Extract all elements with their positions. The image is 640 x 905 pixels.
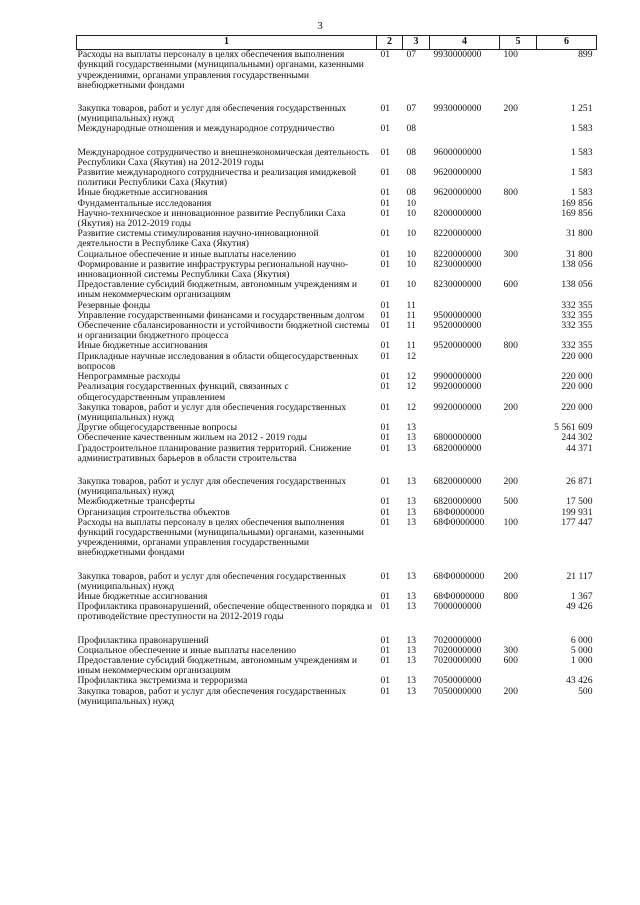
row-amount: 49 426 (566, 601, 593, 613)
row-expense-type-code (500, 229, 537, 249)
row-expense-type-code (500, 168, 537, 188)
row-expense-type-code (500, 602, 537, 622)
row-amount: 43 426 (566, 675, 593, 687)
row-description: Расходы на выплаты персоналу в целях обеспечения выполнения функций государственными (муниципальными) органами, казенными учреждениями, органами управления государственными внебюджетными фондами (77, 49, 364, 91)
row-amount: 177 447 (561, 516, 593, 528)
row-section-code: 01 (380, 197, 391, 209)
row-target-article-code: 9930000000 (433, 49, 482, 61)
row-section-code: 01 (380, 258, 391, 270)
row-description: Закупка товаров, работ и услуг для обеспечения государственных (муниципальных) нужд (77, 103, 347, 125)
row-amount: 169 856 (561, 207, 593, 219)
row-target-article-code: 8230000000 (433, 258, 482, 270)
row-description: Прикладные научные исследования в области общегосударственных вопросов (77, 350, 359, 372)
row-subsection-code: 13 (406, 634, 417, 646)
table-row (77, 477, 597, 497)
row-amount: 1 367 (570, 590, 593, 602)
row-target-article-code: 7020000000 (433, 654, 482, 666)
row-amount: 138 056 (561, 279, 593, 291)
row-description: Другие общегосударственные вопросы (77, 422, 238, 434)
row-section-code: 01 (380, 371, 391, 383)
row-subsection-code: 13 (406, 432, 417, 444)
row-spacer (77, 623, 597, 636)
row-amount: 332 355 (561, 299, 593, 311)
row-target-article-code: 9930000000 (433, 103, 482, 115)
row-description: Закупка товаров, работ и услуг для обеспечения государственных (муниципальных) нужд (77, 475, 347, 498)
row-amount: 21 117 (566, 570, 593, 582)
row-target-article-code: 68Ф0000000 (433, 590, 485, 602)
row-target-article-code: 7000000000 (433, 601, 482, 613)
row-subsection-code: 07 (406, 103, 417, 115)
row-subsection-code: 07 (406, 49, 417, 61)
row-spacer (77, 135, 597, 148)
table-row (77, 280, 597, 300)
row-amount: 220 000 (561, 381, 593, 393)
row-description: Научно-техническое и инновационное развитие Республики Саха (Якутия) на 2012-2019 годы (77, 207, 346, 230)
row-expense-type-code (500, 382, 537, 402)
row-description: Непрограммные расходы (77, 371, 181, 383)
row-target-article-code: 8220000000 (433, 248, 482, 260)
table-row (77, 260, 597, 280)
row-expense-type-code (500, 433, 537, 443)
row-amount: 332 355 (561, 309, 593, 321)
table-row (77, 656, 597, 676)
row-target-article-code: 8220000000 (433, 228, 482, 240)
row-section-code: 01 (380, 146, 391, 158)
row-subsection-code: 10 (406, 197, 417, 209)
row-subsection-code: 10 (406, 228, 417, 240)
row-description: Резервные фонды (77, 299, 151, 311)
row-section-code: 01 (380, 167, 391, 179)
row-description: Формирование и развитие инфраструктуры региональной научно-инновационной системы Республики Саха (Якутия) (77, 258, 349, 281)
row-section-code: 01 (380, 506, 391, 518)
row-section-code: 01 (380, 299, 391, 311)
table-row (77, 518, 597, 559)
row-section-code: 01 (380, 103, 391, 115)
table-row (77, 229, 597, 249)
row-section-code: 01 (380, 49, 391, 61)
row-subsection-code: 12 (406, 381, 417, 393)
row-section-code: 01 (380, 350, 391, 362)
row-target-article-code: 9500000000 (433, 309, 482, 321)
table-row (77, 104, 597, 124)
row-description: Социальное обеспечение и иные выплаты населению (77, 644, 296, 656)
row-amount: 1 251 (570, 103, 593, 115)
row-description: Международные отношения и международное сотрудничество (77, 123, 335, 135)
table-row (77, 403, 597, 423)
row-expense-type-code: 100 (503, 516, 518, 528)
row-amount: 220 000 (561, 371, 593, 383)
header-cell-2: 2 (377, 36, 403, 50)
row-subsection-code: 10 (406, 248, 417, 260)
table-row (77, 444, 597, 464)
row-section-code: 01 (380, 590, 391, 602)
table-row (77, 382, 597, 402)
row-amount: 138 056 (561, 258, 593, 270)
row-section-code: 01 (380, 601, 391, 613)
row-spacer-cell (77, 623, 597, 636)
row-subsection-code: 13 (406, 506, 417, 518)
row-description: Социальное обеспечение и иные выплаты населению (77, 248, 296, 260)
row-subsection-code: 13 (406, 685, 417, 697)
row-amount: 220 000 (561, 350, 593, 362)
row-target-article-code: 6820000000 (433, 496, 482, 508)
row-amount: 220 000 (561, 401, 593, 413)
row-description: Предоставление субсидий бюджетным, автономным учреждениям и иным некоммерческим организациям (77, 279, 357, 301)
row-expense-type-code (500, 321, 537, 341)
row-target-article-code: 9600000000 (433, 146, 482, 158)
row-target-article-code: 7050000000 (433, 685, 482, 697)
row-subsection-code: 13 (406, 496, 417, 508)
row-target-article-code: 68Ф0000000 (433, 506, 485, 518)
row-subsection-code: 13 (406, 590, 417, 602)
table-row (77, 572, 597, 592)
row-subsection-code: 08 (406, 167, 417, 179)
row-description: Профилактика правонарушений, обеспечение общественного порядка и противодействие преступности на 2012-2019 годы (77, 601, 373, 623)
row-amount: 17 500 (566, 496, 593, 508)
row-expense-type-code (500, 260, 537, 280)
row-description: Организация строительства объектов (77, 506, 230, 518)
row-expense-type-code: 200 (503, 103, 518, 115)
row-subsection-code: 08 (406, 123, 417, 135)
page-number: 3 (317, 20, 323, 32)
row-subsection-code: 08 (406, 146, 417, 158)
row-section-code: 01 (380, 309, 391, 321)
row-target-article-code: 7050000000 (433, 675, 482, 687)
row-section-code: 01 (380, 516, 391, 528)
row-expense-type-code: 100 (503, 49, 518, 61)
row-description: Закупка товаров, работ и услуг для обеспечения государственных (муниципальных) нужд (77, 685, 347, 707)
row-section-code: 01 (380, 228, 391, 240)
row-description: Международное сотрудничество и внешнеэкономическая деятельность Республики Саха (Якутия) на 2012-2019 годы (77, 146, 370, 168)
row-expense-type-code: 800 (503, 187, 518, 199)
row-target-article-code: 68Ф0000000 (433, 516, 485, 528)
row-amount: 899 (578, 49, 593, 61)
row-description: Развитие международного сотрудничества и реализация имиджевой политики Республики Саха (Якутия) (77, 167, 357, 189)
row-subsection-code: 11 (406, 309, 416, 321)
row-spacer-cell (77, 559, 597, 572)
row-target-article-code: 68Ф0000000 (433, 570, 485, 582)
row-description: Закупка товаров, работ и услуг для обеспечения государственных (муниципальных) нужд (77, 570, 347, 592)
row-subsection-code: 13 (406, 570, 417, 582)
row-spacer-cell (77, 135, 597, 148)
row-expense-type-code (500, 423, 537, 433)
row-expense-type-code: 500 (503, 496, 518, 508)
row-description: Расходы на выплаты персоналу в целях обеспечения выполнения функций государственными (муниципальными) органами, казенными учреждениями, органами управления государственными внебюджетными фондами (77, 516, 364, 559)
row-amount: 5 561 609 (554, 422, 593, 434)
row-description: Профилактика экстремизма и терроризма (77, 675, 248, 687)
table-row (77, 124, 597, 134)
row-amount: 1 583 (570, 146, 593, 158)
row-description: Градостроительное планирование развития территорий. Снижение административных барьеров в области строительства (77, 442, 352, 464)
row-subsection-code: 12 (406, 350, 417, 362)
row-target-article-code: 8230000000 (433, 279, 482, 291)
row-amount: 1 583 (570, 187, 593, 199)
row-spacer (77, 559, 597, 572)
row-target-article-code: 8200000000 (433, 207, 482, 219)
row-expense-type-code: 800 (503, 340, 518, 352)
row-subsection-code: 13 (406, 675, 417, 687)
row-expense-type-code (500, 301, 537, 311)
row-target-article-code: 9900000000 (433, 371, 482, 383)
row-amount: 332 355 (561, 320, 593, 332)
row-subsection-code: 13 (406, 422, 417, 434)
row-description: Реализация государственных функций, связанных с общегосударственным управлением (77, 381, 289, 403)
row-spacer (77, 464, 597, 477)
row-amount: 31 800 (566, 248, 593, 260)
row-target-article-code: 7020000000 (433, 644, 482, 656)
row-subsection-code: 13 (406, 475, 417, 487)
row-subsection-code: 13 (406, 601, 417, 613)
table-row (77, 168, 597, 188)
row-section-code: 01 (380, 123, 391, 135)
table-row (77, 602, 597, 622)
row-section-code: 01 (380, 475, 391, 487)
budget-table (76, 35, 597, 707)
header-cell-5: 5 (500, 36, 537, 50)
row-expense-type-code (500, 148, 537, 168)
row-section-code: 01 (380, 207, 391, 219)
row-expense-type-code: 300 (503, 248, 518, 260)
row-subsection-code: 11 (406, 320, 416, 332)
row-section-code: 01 (380, 442, 391, 454)
row-amount: 332 355 (561, 340, 593, 352)
row-section-code: 01 (380, 340, 391, 352)
row-expense-type-code (500, 372, 537, 382)
row-expense-type-code (500, 199, 537, 209)
table-header-row (77, 36, 597, 50)
row-description: Предоставление субсидий бюджетным, автономным учреждениям и иным некоммерческим организациям (77, 654, 357, 677)
row-subsection-code: 13 (406, 442, 417, 454)
row-target-article-code (430, 352, 500, 372)
table-row (77, 148, 597, 168)
row-section-code: 01 (380, 432, 391, 444)
row-subsection-code: 10 (406, 258, 417, 270)
row-target-article-code: 6820000000 (433, 442, 482, 454)
row-expense-type-code: 600 (503, 279, 518, 291)
row-subsection-code: 13 (406, 654, 417, 666)
row-section-code: 01 (380, 644, 391, 656)
row-target-article-code: 9620000000 (433, 187, 482, 199)
row-expense-type-code: 800 (503, 590, 518, 602)
row-target-article-code: 6820000000 (433, 475, 482, 487)
table-row (77, 209, 597, 229)
row-section-code: 01 (380, 654, 391, 666)
header-cell-1: 1 (77, 36, 377, 50)
row-expense-type-code (500, 444, 537, 464)
row-section-code: 01 (380, 248, 391, 260)
row-section-code: 01 (380, 401, 391, 413)
row-subsection-code: 10 (406, 279, 417, 291)
table-row (77, 352, 597, 372)
row-description: Межбюджетные трансферты (77, 496, 195, 508)
row-description: Закупка товаров, работ и услуг для обеспечения государственных (муниципальных) нужд (77, 401, 347, 423)
row-description: Развитие системы стимулирования научно-инновационной деятельности в Республике Саха (Якутия) (77, 228, 319, 250)
row-expense-type-code: 200 (503, 570, 518, 582)
row-amount: 1 583 (570, 123, 593, 135)
row-subsection-code: 10 (406, 207, 417, 219)
row-amount: 1 000 (570, 654, 593, 666)
row-section-code: 01 (380, 634, 391, 646)
row-description: Обеспечение сбалансированности и устойчивости бюджетной системы и организации бюджетного процесса (77, 320, 370, 342)
row-amount: 26 871 (566, 475, 593, 487)
row-section-code: 01 (380, 570, 391, 582)
row-description: Управление государственными финансами и государственным долгом (77, 309, 365, 321)
row-expense-type-code: 200 (503, 475, 518, 487)
row-expense-type-code: 600 (503, 654, 518, 666)
row-target-article-code: 6800000000 (433, 432, 482, 444)
row-amount: 31 800 (566, 228, 593, 240)
header-cell-6: 6 (537, 36, 597, 50)
row-target-article-code: 9520000000 (433, 320, 482, 332)
row-description: Обеспечение качественным жильем на 2012 - 2019 годы (77, 432, 307, 444)
row-section-code: 01 (380, 187, 391, 199)
table-row (77, 433, 597, 443)
row-amount: 1 583 (570, 167, 593, 179)
row-expense-type-code (500, 352, 537, 372)
row-target-article-code: 7020000000 (433, 634, 482, 646)
row-section-code: 01 (380, 422, 391, 434)
row-subsection-code: 11 (406, 299, 416, 311)
row-target-article-code: 9520000000 (433, 340, 482, 352)
header-cell-3: 3 (403, 36, 430, 50)
row-section-code: 01 (380, 279, 391, 291)
row-section-code: 01 (380, 381, 391, 393)
row-target-article-code: 9920000000 (433, 381, 482, 393)
header-cell-4: 4 (430, 36, 500, 50)
row-subsection-code: 08 (406, 187, 417, 199)
table-row (77, 50, 597, 91)
row-target-article-code: 9920000000 (433, 401, 482, 413)
row-expense-type-code: 200 (503, 685, 518, 697)
row-amount: 5 000 (570, 644, 593, 656)
row-amount: 244 302 (561, 432, 593, 444)
row-description: Иные бюджетные ассигнования (77, 340, 208, 352)
row-description: Профилактика правонарушений (77, 634, 209, 646)
row-description: Иные бюджетные ассигнования (77, 590, 208, 602)
row-subsection-code: 11 (406, 340, 416, 352)
row-amount: 44 371 (566, 442, 593, 454)
row-amount: 199 931 (561, 506, 593, 518)
row-section-code: 01 (380, 685, 391, 697)
row-expense-type-code (500, 124, 537, 134)
row-description: Иные бюджетные ассигнования (77, 187, 208, 199)
row-expense-type-code: 200 (503, 401, 518, 413)
table-row (77, 687, 597, 707)
row-expense-type-code (500, 311, 537, 321)
row-expense-type-code (500, 209, 537, 229)
row-amount: 500 (578, 685, 593, 697)
row-target-article-code (430, 124, 500, 134)
row-subsection-code: 12 (406, 371, 417, 383)
table-row (77, 321, 597, 341)
table-row (77, 497, 597, 507)
row-section-code: 01 (380, 496, 391, 508)
row-section-code: 01 (380, 675, 391, 687)
row-subsection-code: 13 (406, 644, 417, 656)
row-spacer-cell (77, 464, 597, 477)
row-subsection-code: 12 (406, 401, 417, 413)
row-amount: 169 856 (561, 197, 593, 209)
row-subsection-code: 13 (406, 516, 417, 528)
row-description: Фундаментальные исследования (77, 197, 212, 209)
row-target-article-code: 9620000000 (433, 167, 482, 179)
row-section-code: 01 (380, 320, 391, 332)
row-expense-type-code: 300 (503, 644, 518, 656)
row-amount: 6 000 (570, 634, 593, 646)
